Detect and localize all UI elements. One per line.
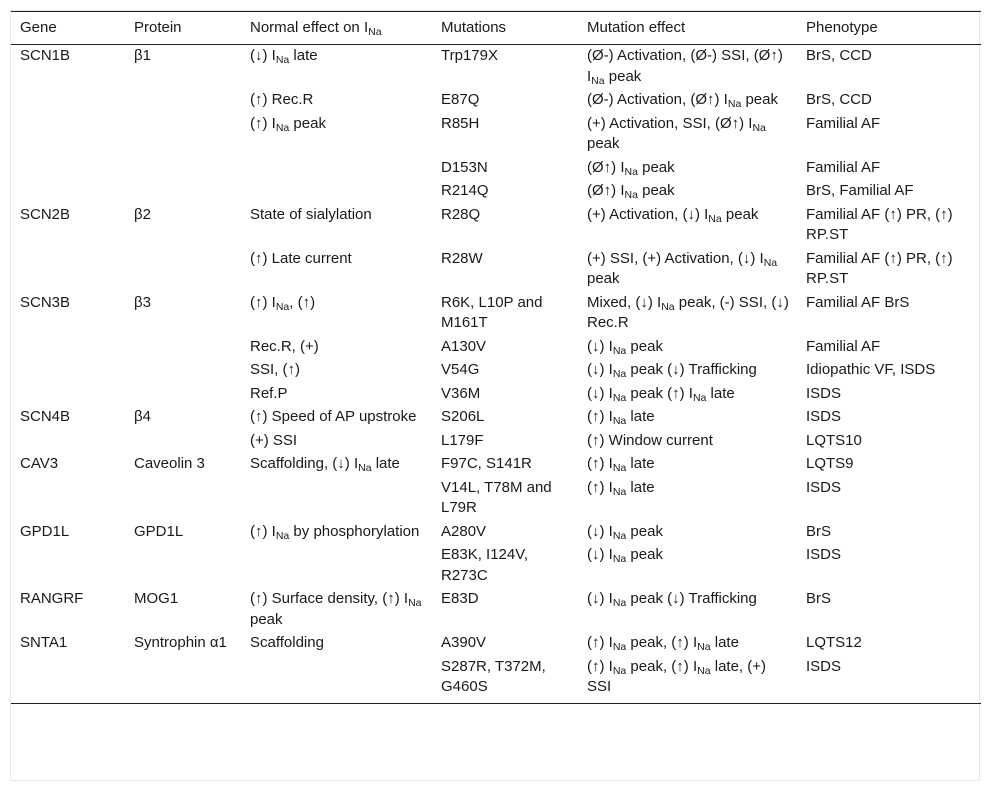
subscript: Na (612, 485, 627, 498)
table-cell (125, 89, 241, 113)
table-cell: RANGRF (20, 590, 84, 607)
table-cell: Familial AF (806, 337, 881, 355)
table-cell: MOG1 (134, 590, 179, 607)
table-cell (241, 544, 432, 588)
table-cell (125, 382, 241, 406)
header-cell: Normal effect on $I_{Na}$ (241, 12, 432, 45)
subscript: Na (697, 641, 711, 653)
subscript: Na (624, 165, 638, 178)
table-cell: ISDS (806, 546, 842, 563)
table-cell (11, 112, 125, 156)
table-cell: A130V (441, 337, 487, 355)
table-cell: (+) SSI (250, 431, 298, 449)
table-row (11, 247, 981, 291)
table-cell: (↑) Window current (587, 431, 713, 449)
table-cell: F97C, S141R (441, 455, 532, 472)
table-cell: (↑) Late current (250, 249, 352, 267)
table-cell: R214Q (441, 182, 489, 199)
table-cell (241, 156, 432, 180)
subscript: Na (612, 368, 627, 380)
table-cell: Scaffolding, (↓) $I_{Na}$ late (250, 455, 400, 474)
sodium-channel-mutations-table (11, 11, 981, 704)
table-cell (125, 112, 241, 156)
table-cell: (↑) $I_{Na}$ late (587, 478, 655, 498)
subscript: Na (358, 462, 372, 474)
header-cell: Protein (125, 12, 241, 45)
table-cell (125, 544, 241, 588)
table-cell (11, 655, 125, 703)
table-row (11, 359, 981, 383)
table-cell: CAV3 (20, 455, 59, 472)
table-cell: β2 (134, 205, 151, 223)
table-cell: GPD1L (20, 522, 70, 540)
table-cell: SCN1B (20, 47, 71, 64)
table-cell (11, 335, 125, 359)
table-cell (125, 180, 241, 204)
table-cell (11, 156, 125, 180)
table-cell: V54G (441, 361, 480, 378)
table-row (11, 112, 981, 156)
header-cell: Phenotype (797, 12, 981, 45)
table-cell (241, 655, 432, 703)
table-cell: SCN2B (20, 205, 71, 223)
table-cell (11, 89, 125, 113)
table-cell: ISDS (806, 384, 842, 402)
table-cell: (↑) $I_{Na}$ late (587, 455, 655, 474)
subscript: Na (612, 664, 627, 677)
table-cell: (↑) $I_{Na}$, (↑) (250, 293, 316, 313)
table-cell: Scaffolding (250, 634, 324, 651)
table-cell: ISDS (797, 655, 981, 703)
subscript: Na (727, 98, 742, 110)
table-cell (125, 335, 241, 359)
table-cell: (↓) $I_{Na}$ peak (587, 546, 663, 565)
header-cell: Mutations (432, 12, 578, 45)
table-cell: R85H (441, 114, 480, 132)
table-row (11, 406, 981, 430)
subscript: Na (697, 664, 711, 677)
table-cell: (↑) $I_{Na}$ peak (250, 114, 326, 134)
subscript: Na (275, 54, 290, 66)
table-cell: R6K, L10P and M161T (441, 293, 543, 331)
subscript: Na (612, 344, 627, 357)
table-row (11, 520, 981, 544)
table-cell: A390V (441, 634, 487, 651)
table-row (11, 180, 981, 204)
table-cell: S287R, T372M, G460S (432, 655, 578, 703)
subscript: Na (612, 415, 627, 427)
subscript: Na (624, 189, 638, 201)
table-row (11, 335, 981, 359)
table-cell: V36M (441, 384, 481, 402)
table-body (11, 44, 981, 703)
subscript: Na (692, 391, 707, 404)
table-cell: GPD1L (134, 522, 184, 540)
table-cell: (↓) $I_{Na}$ late (250, 47, 318, 66)
table-cell: E83D (441, 590, 479, 607)
table-cell: State of sialylation (250, 205, 372, 223)
table-cell (241, 476, 432, 520)
table-cell: Trp179X (441, 47, 498, 64)
table-cell: E83K, I124V, R273C (441, 546, 529, 584)
subscript: Na (591, 74, 605, 87)
table-cell: SCN4B (20, 408, 71, 425)
subscript: Na (612, 462, 627, 474)
table-row (11, 453, 981, 477)
table-row (11, 632, 981, 656)
subscript: Na (612, 529, 627, 542)
table-cell: β3 (134, 293, 151, 311)
table-cell: Ref.P (250, 384, 288, 402)
table-cell: A280V (441, 522, 487, 540)
table-row (11, 44, 981, 89)
subscript: Na (612, 641, 627, 653)
table-cell (11, 429, 125, 453)
table-cell: (Ø↑) $I_{Na}$ peak (587, 182, 675, 201)
table-cell: LQTS9 (806, 455, 854, 472)
table-row (11, 544, 981, 588)
table-cell: SNTA1 (20, 634, 68, 651)
table-cell: L179F (441, 431, 484, 449)
table-cell (125, 429, 241, 453)
table-row (11, 89, 981, 113)
table-cell (11, 476, 125, 520)
table-cell: (↑) $I_{Na}$ peak, (↑) $I_{Na}$ late, (+) SSI (578, 655, 797, 703)
table-cell (11, 544, 125, 588)
header-row (11, 12, 981, 45)
table-cell: D153N (441, 158, 488, 176)
table-cell (125, 247, 241, 291)
table-cell: BrS (806, 522, 832, 540)
table-cell: R28Q (441, 205, 481, 223)
table-cell: LQTS10 (806, 431, 862, 449)
table-cell: Idiopathic VF, ISDS (806, 361, 936, 378)
subscript: Na (708, 212, 722, 225)
table-cell: Mixed, (↓) $I_{Na}$ peak, (-) SSI, (↓) Rec.R (587, 293, 789, 331)
table-cell: (↑) $I_{Na}$ by phosphorylation (250, 522, 420, 542)
table-cell: β1 (134, 47, 151, 64)
table-row (11, 588, 981, 632)
table-cell: β4 (134, 408, 151, 425)
table-cell: (+) SSI, (+) Activation, (↓) $I_{Na}$ peak (587, 249, 778, 287)
table-cell (241, 180, 432, 204)
table-cell (125, 655, 241, 703)
table-cell: ISDS (806, 408, 842, 425)
table-cell: Rec.R, (+) (250, 337, 319, 355)
subscript: Na (612, 391, 627, 404)
table-cell: Familial AF (↑) PR, (↑) RP.ST (806, 205, 953, 243)
table-cell: SSI, (↑) (250, 361, 301, 378)
table-cell (11, 247, 125, 291)
subscript: Na (752, 121, 766, 134)
header-cell: Gene (11, 12, 125, 45)
table-cell: Familial AF (806, 114, 881, 132)
table-row (11, 476, 981, 520)
table-cell: Syntrophin α1 (134, 634, 227, 651)
table-cell: Familial AF (↑) PR, (↑) RP.ST (806, 249, 953, 287)
table-cell: (↑) Speed of AP upstroke (250, 408, 417, 425)
table-cell (11, 359, 125, 383)
table-cell: S206L (441, 408, 485, 425)
subscript: Na (661, 300, 675, 313)
table-cell (125, 156, 241, 180)
table-cell: SCN3B (20, 293, 71, 311)
table-cell: BrS, Familial AF (806, 182, 914, 199)
subscript: Na (408, 597, 422, 609)
subscript: Na (612, 553, 627, 565)
table-cell: (↑) $I_{Na}$ late (587, 408, 655, 427)
table-cell: Familial AF (806, 158, 881, 176)
table-cell: BrS, CCD (806, 47, 872, 64)
table-cell (11, 382, 125, 406)
table-cell: ISDS (806, 478, 842, 496)
table-row (11, 429, 981, 453)
subscript: Na (275, 300, 290, 313)
table-cell: (Ø↑) $I_{Na}$ peak (587, 158, 675, 178)
table-row (11, 291, 981, 335)
table-cell: (Ø-) Activation, (Ø↑) $I_{Na}$ peak (587, 91, 778, 110)
header-cell: Mutation effect (578, 12, 797, 45)
table-cell: (↑) Surface density, (↑) $I_{Na}$ peak (250, 590, 422, 628)
table-cell (125, 359, 241, 383)
table-cell: R28W (441, 249, 483, 267)
subscript: Na (368, 26, 382, 38)
table-cell: BrS (806, 590, 832, 607)
table-row (11, 203, 981, 247)
table-cell: Familial AF BrS (806, 293, 910, 311)
table-cell: (↓) $I_{Na}$ peak (↑) $I_{Na}$ late (587, 384, 735, 404)
table-cell: (↑) $I_{Na}$ peak, (↑) $I_{Na}$ late (587, 634, 739, 653)
subscript: Na (763, 256, 778, 269)
table-row (11, 156, 981, 180)
table-cell: BrS, CCD (806, 91, 872, 108)
table-cell: (↓) $I_{Na}$ peak (587, 522, 663, 542)
table-cell: LQTS12 (806, 634, 862, 651)
table-row (11, 655, 981, 703)
table-cell: V14L, T78M and L79R (441, 478, 552, 516)
table-cell: (↓) $I_{Na}$ peak (↓) Trafficking (587, 590, 757, 609)
subscript: Na (275, 529, 290, 542)
subscript: Na (275, 121, 290, 134)
table-cell: (Ø-) Activation, (Ø-) SSI, (Ø↑) $I_{Na}$ peak (587, 47, 783, 87)
subscript: Na (612, 597, 627, 609)
table-cell: E87Q (441, 91, 480, 108)
table-row (11, 382, 981, 406)
table-cell: (↓) $I_{Na}$ peak (587, 337, 663, 357)
table-cell: (↑) Rec.R (250, 91, 314, 108)
table-cell: Caveolin 3 (134, 455, 205, 472)
table-cell: (+) Activation, (↓) $I_{Na}$ peak (587, 205, 759, 225)
table-cell (125, 476, 241, 520)
table-cell (11, 180, 125, 204)
table-cell: (↓) $I_{Na}$ peak (↓) Trafficking (587, 361, 757, 380)
table-cell: (+) Activation, SSI, (Ø↑) $I_{Na}$ peak (587, 114, 766, 152)
